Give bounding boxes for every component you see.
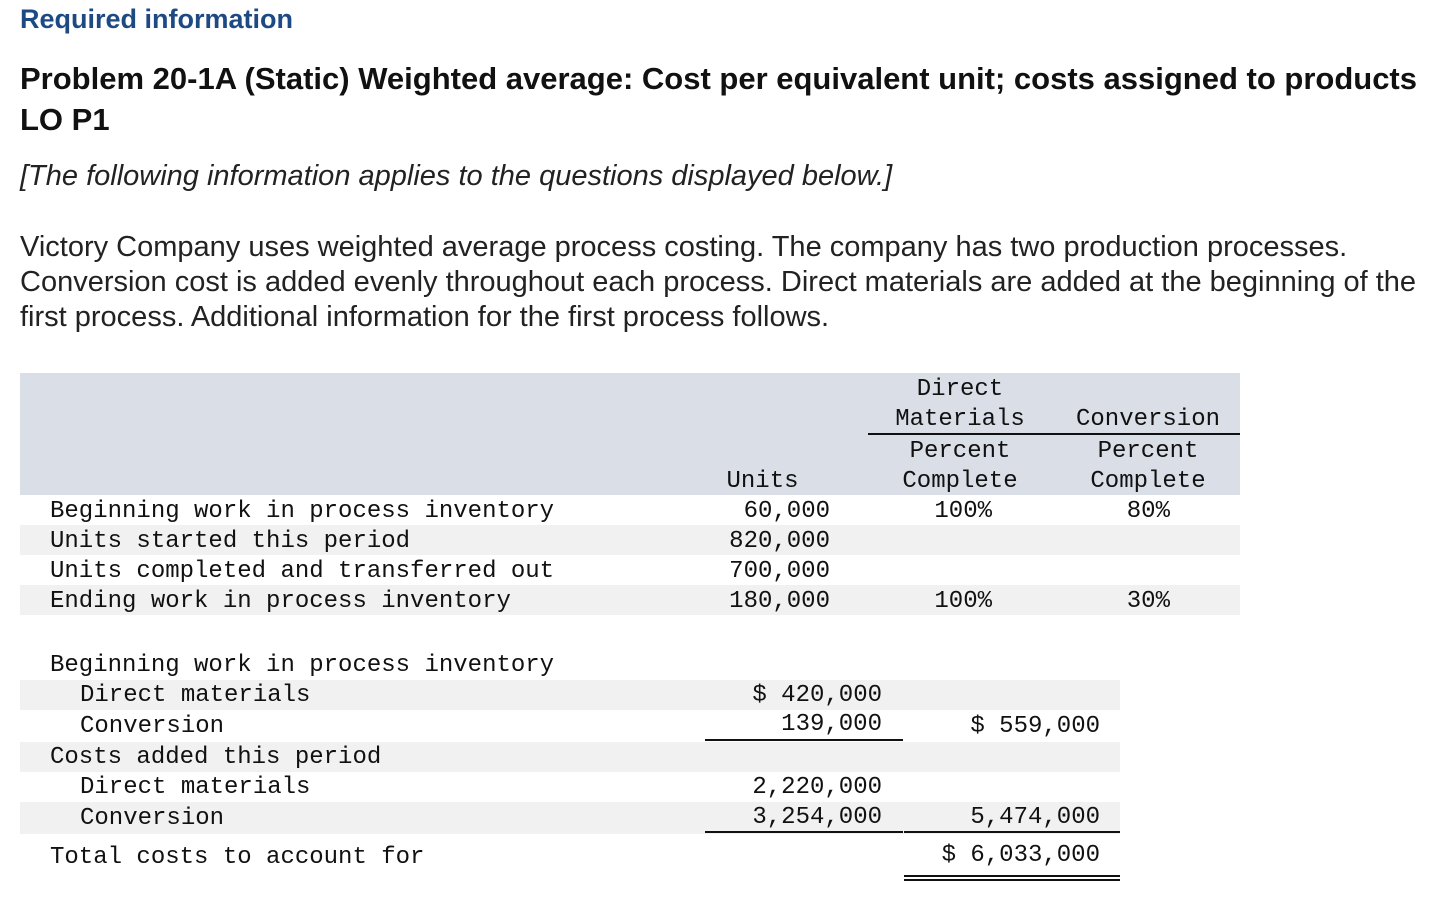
row-label: Units completed and transferred out <box>50 558 555 585</box>
row-label: Units started this period <box>50 528 411 555</box>
added-conv-value: 3,254,000 <box>752 804 882 831</box>
total-costs-value: $ 6,033,000 <box>941 842 1100 869</box>
dm-percent-header-line1: Percent <box>909 438 1011 465</box>
added-dm-label: Direct materials <box>80 774 311 801</box>
group-header-rule <box>868 433 1240 435</box>
problem-title: Problem 20-1A (Static) Weighted average: Cost per equivalent unit; costs assigned to products LO P1 <box>20 61 1417 137</box>
conv-percent-header-line2: Complete <box>1090 468 1206 495</box>
bwip-conv-value: 139,000 <box>781 711 882 738</box>
total-costs-label: Total costs to account for <box>50 844 425 871</box>
row-conv-percent: 80% <box>1126 498 1170 525</box>
row-units: 820,000 <box>729 528 830 555</box>
double-underline-top <box>904 875 1120 877</box>
costs-table <box>20 650 1120 890</box>
row-units: 60,000 <box>743 498 830 525</box>
row-label: Beginning work in process inventory <box>50 498 555 525</box>
bwip-conv-label: Conversion <box>80 713 225 740</box>
row-units: 700,000 <box>729 558 830 585</box>
dm-group-header-line1: Direct <box>916 376 1004 403</box>
bwip-dm-value: $ 420,000 <box>752 682 882 709</box>
bwip-heading: Beginning work in process inventory <box>50 652 555 679</box>
row-units: 180,000 <box>729 588 830 615</box>
added-total-value: 5,474,000 <box>970 804 1100 831</box>
bwip-dm-label: Direct materials <box>80 682 311 709</box>
problem-intro: Victory Company uses weighted average process costing. The company has two production processes. Conversion cost is added evenly throughout each process. Direct materials are added at the beginning of the first process. Additional information for the first process follows. <box>20 231 1417 333</box>
conv-percent-header-line1: Percent <box>1097 438 1199 465</box>
added-dm-value: 2,220,000 <box>752 774 882 801</box>
row-dm-percent: 100% <box>934 588 992 615</box>
dm-group-header-line2: Materials <box>895 406 1025 433</box>
grand-total-rule <box>904 831 1120 833</box>
double-underline-bottom <box>904 879 1120 881</box>
bwip-subtotal-rule <box>705 739 903 741</box>
row-conv-percent: 30% <box>1126 588 1170 615</box>
added-conv-label: Conversion <box>80 805 225 832</box>
units-header: Units <box>726 468 799 495</box>
costs-added-heading: Costs added this period <box>50 744 382 771</box>
added-subtotal-rule <box>705 831 903 833</box>
conversion-group-header: Conversion <box>1075 406 1221 433</box>
row-dm-percent: 100% <box>934 498 992 525</box>
units-table <box>20 373 1240 618</box>
required-information-heading: Required information <box>20 4 294 34</box>
bwip-total-value: $ 559,000 <box>970 713 1100 740</box>
dm-percent-header-line2: Complete <box>902 468 1018 495</box>
instructions-note: [The following information applies to the questions displayed below.] <box>20 160 893 192</box>
row-label: Ending work in process inventory <box>50 588 511 615</box>
